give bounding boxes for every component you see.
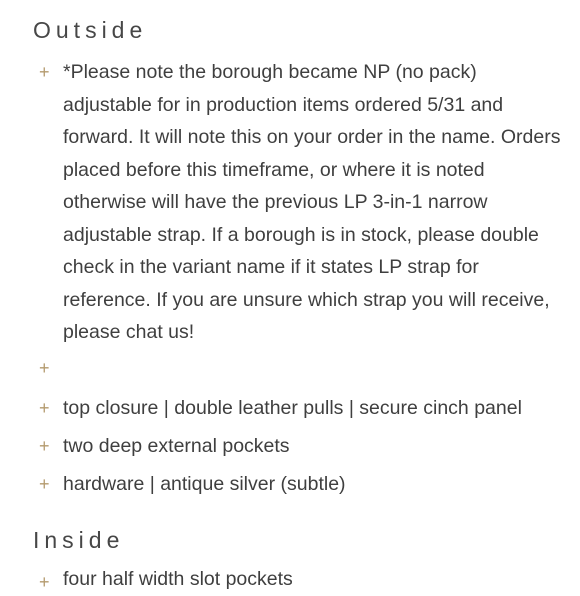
plus-icon: +: [39, 358, 50, 378]
section-title-outside: Outside: [33, 17, 148, 43]
section-title-inside: Inside: [33, 527, 125, 553]
list-item-text: four half width slot pockets: [63, 568, 293, 590]
plus-icon: +: [39, 398, 50, 418]
list-item-text: hardware | antique silver (subtle): [63, 473, 346, 495]
plus-icon: +: [39, 474, 50, 494]
plus-icon: +: [39, 436, 50, 456]
plus-icon: +: [39, 62, 50, 82]
list-item-text: *Please note the borough became NP (no pack) adjustable for in production items ordered 5/31 and forward. It will note this on your order in the name. Orders placed before this timeframe, or where it is noted otherwise will have the previous LP 3-in-1 narrow adjustable strap. If a borough is in stock, please double check in the variant name if it states LP strap for reference. If you are unsure which strap you will receive, please chat us!: [63, 61, 561, 343]
list-item-text: top closure | double leather pulls | secure cinch panel: [63, 397, 522, 419]
list-item-text: two deep external pockets: [63, 435, 290, 457]
plus-icon: +: [39, 572, 50, 592]
